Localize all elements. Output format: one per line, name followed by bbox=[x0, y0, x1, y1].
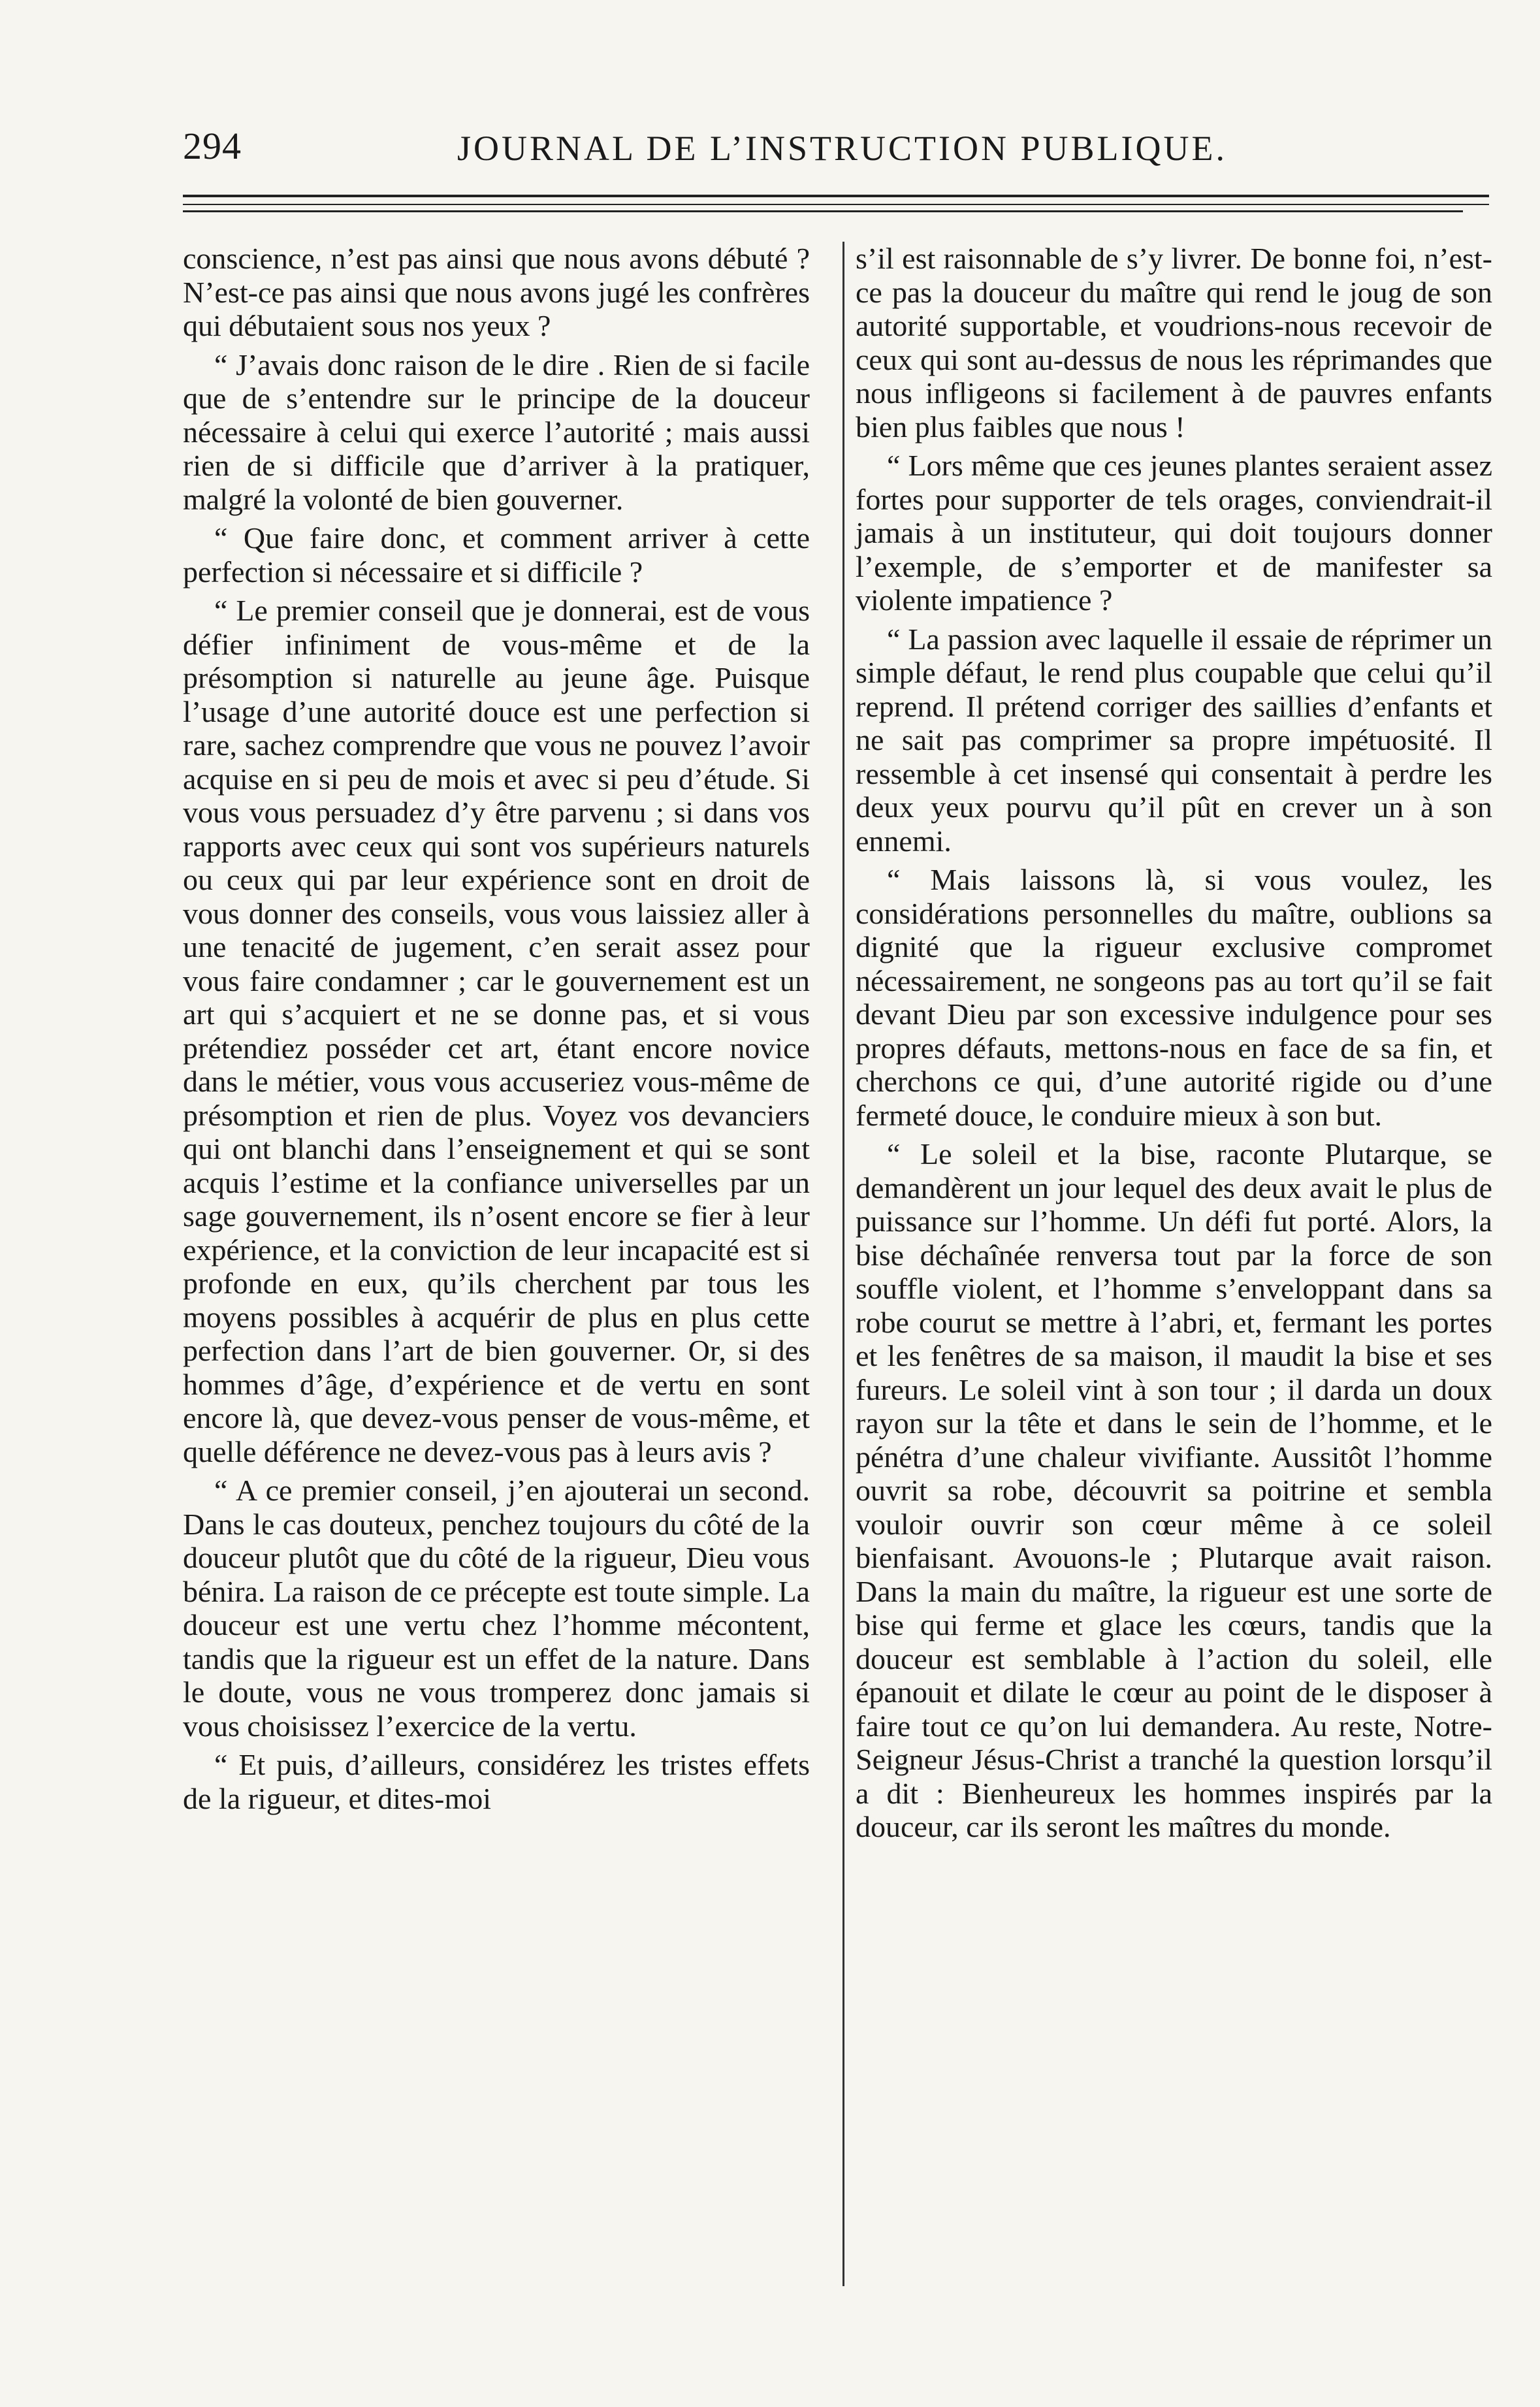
page-header bbox=[183, 124, 1489, 183]
header-rule-thin bbox=[183, 204, 1489, 205]
paragraph: “ Et puis, d’ailleurs, considérez les tristes effets de la rigueur, et dites-moi bbox=[183, 1748, 810, 1815]
paragraph: “ Que faire donc, et comment arriver à cette perfection si nécessaire et si difficile ? bbox=[183, 521, 810, 589]
paragraph: conscience, n’est pas ainsi que nous avons débuté ? N’est-ce pas ainsi que nous avons jugé les confrères qui débutaient sous nos yeux ? bbox=[183, 242, 810, 342]
header-rule-lower bbox=[183, 210, 1463, 212]
paragraph: “ Le premier conseil que je donnerai, est de vous défier infiniment de vous-même et de la présomption si naturelle au jeune âge. Puisque l’usage d’une autorité douce est une perfection si rare, sachez comprendre que vous ne pouvez l’avoir acquise en si peu de mois et avec si peu d’étude. Si vous vous persuadez d’y être parvenu ; si dans vos rapports avec ceux qui sont vos supérieurs naturels ou ceux qui par leur expérience sont en droit de vous donner des conseils, vous vous laissiez aller à une tenacité de jugement, c’en serait assez pour vous faire condamner ; car le gouvernement est un art qui s’acquiert et ne se donne pas, et si vous prétendiez posséder cet art, étant encore novice dans le métier, vous vous accuseriez vous-même de présomption et rien de plus. Voyez vos devanciers qui ont blanchi dans l’enseignement et qui se sont acquis l’estime et la confiance universelles par un sage gouvernement, ils n’osent encore se fier à leur expérience, et la conviction de leur incapacité est si profonde en eux, qu’ils cherchent par tous les moyens possibles à acquérir de plus en plus cette perfection dans l’art de bien gouverner. Or, si des hommes d’âge, d’expérience et de vertu en sont encore là, que devez-vous penser de vous-même, et quelle déférence ne devez-vous pas à leurs avis ? bbox=[183, 594, 810, 1468]
page-number: 294 bbox=[183, 125, 242, 167]
paragraph: s’il est raisonnable de s’y livrer. De bonne foi, n’est-ce pas la douceur du maître qui rend le joug de son autorité supportable, et voudrions-nous recevoir de ceux qui sont au-dessus de nous les réprimandes que nous infligeons si facilement à de pauvres enfants bien plus faibles que nous ! bbox=[856, 242, 1492, 444]
paragraph: “ Mais laissons là, si vous voulez, les considérations personnelles du maître, oublions sa dignité que la rigueur exclusive compromet nécessairement, ne songeons pas au tort qu’il se fait devant Dieu par son excessive indulgence pour ses propres défauts, mettons-nous en face de sa fin, et cherchons ce qui, d’une autorité rigide ou d’une fermeté douce, le conduire mieux à son but. bbox=[856, 863, 1492, 1132]
header-rule bbox=[183, 195, 1489, 197]
right-column bbox=[856, 242, 1492, 1849]
running-title: JOURNAL DE L’INSTRUCTION PUBLIQUE. bbox=[457, 129, 1227, 168]
column-divider bbox=[842, 242, 844, 2286]
paragraph: “ La passion avec laquelle il essaie de réprimer un simple défaut, le rend plus coupable que celui qu’il reprend. Il prétend corriger des saillies d’enfants et ne sait pas comprimer sa propre impétuosité. Il ressemble à cet insensé qui consentait à perdre les deux yeux pourvu qu’il pût en crever un à son ennemi. bbox=[856, 622, 1492, 858]
left-column bbox=[183, 242, 810, 1820]
paragraph: “ Le soleil et la bise, raconte Plutarque, se demandèrent un jour lequel des deux avait le plus de puissance sur l’homme. Un défi fut porté. Alors, la bise déchaînée renversa tout par la force de son souffle violent, et l’homme s’enveloppant dans sa robe courut se mettre à l’abri, et, fermant les portes et les fenêtres de sa maison, il maudit la bise et ses fureurs. Le soleil vint à son tour ; il darda un doux rayon sur la tête et dans le sein de l’homme, et le pénétra d’une chaleur vivifiante. Aussitôt l’homme ouvrit sa robe, découvrit sa poitrine et sembla vouloir ouvrir son cœur même à ce soleil bienfaisant. Avouons-le ; Plutarque avait raison. Dans la main du maître, la rigueur est une sorte de bise qui ferme et glace les cœurs, tandis que la douceur est semblable à l’action du soleil, elle épanouit et dilate le cœur au point de le disposer à faire tout ce qu’on lui demandera. Au reste, Notre-Seigneur Jésus-Christ a tranché la question lorsqu’il a dit : Bienheureux les hommes inspirés par la douceur, car ils seront les maîtres du monde. bbox=[856, 1137, 1492, 1843]
paragraph: “ A ce premier conseil, j’en ajouterai un second. Dans le cas douteux, penchez toujours du côté de la douceur plutôt que du côté de la rigueur, Dieu vous bénira. La raison de ce précepte est toute simple. La douceur est une vertu chez l’homme mécontent, tandis que la rigueur est un effet de la nature. Dans le doute, vous ne vous tromperez donc jamais si vous choisissez l’exercice de la vertu. bbox=[183, 1474, 810, 1743]
paragraph: “ J’avais donc raison de le dire . Rien de si facile que de s’entendre sur le principe de la douceur nécessaire à celui qui exerce l’autorité ; mais aussi rien de si difficile que d’arriver à la pratiquer, malgré la volonté de bien gouverner. bbox=[183, 347, 810, 516]
paragraph: “ Lors même que ces jeunes plantes seraient assez fortes pour supporter de tels orages, conviendrait-il jamais à un instituteur, qui doit toujours donner l’exemple, de s’emporter et de manifester sa violente impatience ? bbox=[856, 449, 1492, 617]
